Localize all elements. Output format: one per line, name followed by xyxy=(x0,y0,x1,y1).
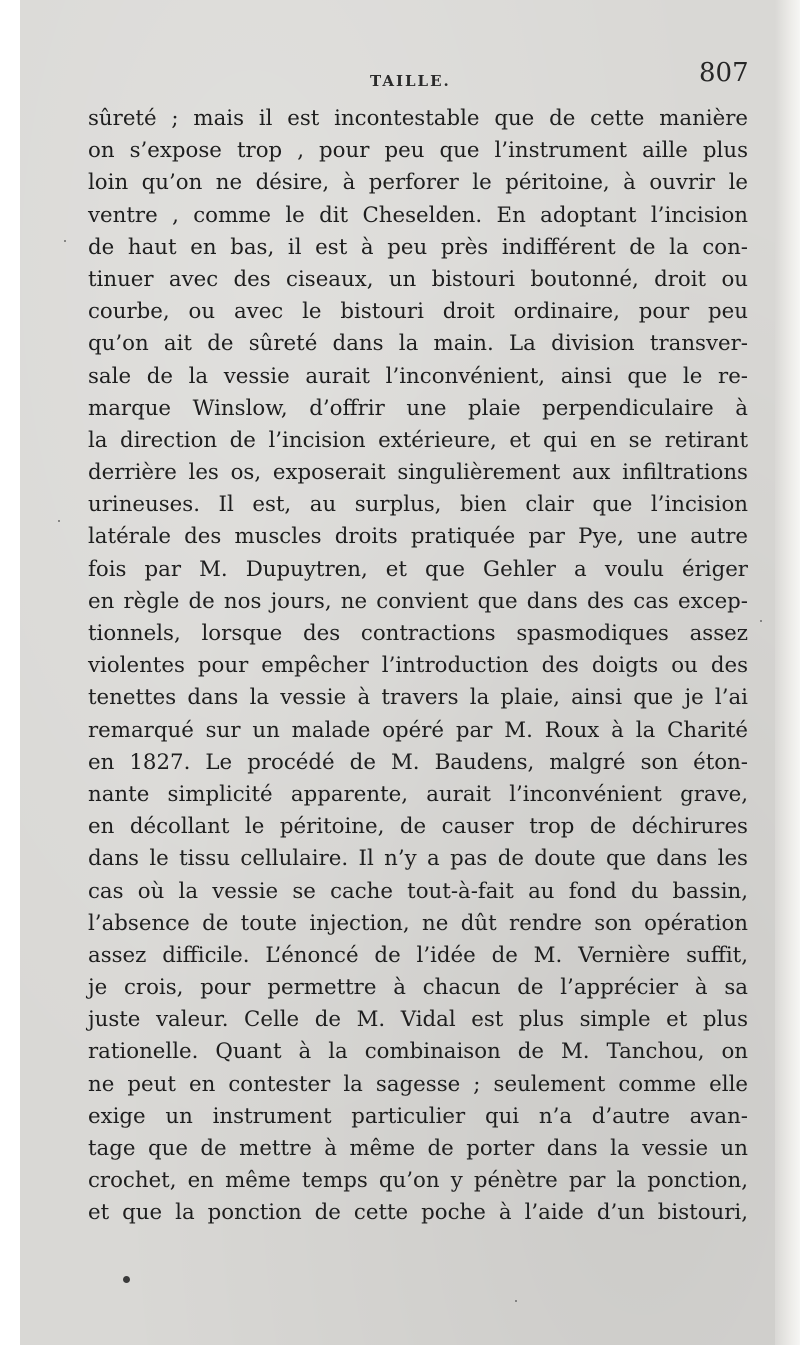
text-line: derrière les os, exposerait singulièrement aux infiltrations xyxy=(88,460,748,486)
text-line: l’absence de toute injection, ne dût rendre son opération xyxy=(88,910,748,936)
body-text xyxy=(88,103,748,1230)
text-line: de haut en bas, il est à peu près indifférent de la con- xyxy=(88,234,748,260)
text-line: tionnels, lorsque des contractions spasmodiques assez xyxy=(88,621,748,646)
page-edge xyxy=(775,0,800,1345)
text-line: rationelle. Quant à la combinaison de M. Tanchou, on xyxy=(88,1039,748,1065)
text-line: on s’expose trop , pour peu que l’instrument aille plus xyxy=(88,138,748,164)
text-line: urineuses. Il est, au surplus, bien clair que l’incision xyxy=(88,492,748,518)
text-line: tinuer avec des ciseaux, un bistouri boutonné, droit ou xyxy=(88,266,748,292)
paper-speck xyxy=(64,240,66,242)
text-line: violentes pour empêcher l’introduction des doigts ou des xyxy=(88,653,748,679)
text-line: la direction de l’incision extérieure, et qui en se retirant xyxy=(88,427,748,453)
text-line: ne peut en contester la sagesse ; seulement comme elle xyxy=(88,1071,748,1097)
text-line: crochet, en même temps qu’on y pénètre par la ponction, xyxy=(88,1168,748,1194)
text-line: courbe, ou avec le bistouri droit ordinaire, pour peu xyxy=(88,299,748,325)
text-line: dans le tissu cellulaire. Il n’y a pas de doute que dans les xyxy=(88,846,748,872)
text-line: juste valeur. Celle de M. Vidal est plus simple et plus xyxy=(88,1007,748,1033)
text-line: en 1827. Le procédé de M. Baudens, malgré son éton- xyxy=(88,749,748,775)
text-line: loin qu’on ne désire, à perforer le péritoine, à ouvrir le xyxy=(88,170,748,196)
page-number: 807 xyxy=(699,58,749,88)
paper-speck xyxy=(760,620,762,622)
text-line: ventre , comme le dit Cheselden. En adoptant l’incision xyxy=(88,202,748,228)
text-line: et que la ponction de cette poche à l’aide d’un bistouri, xyxy=(88,1200,748,1226)
text-line: tenettes dans la vessie à travers la plaie, ainsi que je l’ai xyxy=(88,685,748,711)
text-line: je crois, pour permettre à chacun de l’apprécier à sa xyxy=(88,975,748,1001)
text-line: marque Winslow, d’offrir une plaie perpendiculaire à xyxy=(88,395,748,421)
text-line: qu’on ait de sûreté dans la main. La division transver- xyxy=(88,331,748,357)
ink-spot xyxy=(123,1276,130,1283)
text-line: assez difficile. L’énoncé de l’idée de M. Vernière suffit, xyxy=(88,942,748,968)
running-title: TAILLE. xyxy=(370,72,451,90)
text-line: sale de la vessie aurait l’inconvénient, ainsi que le re- xyxy=(88,363,748,389)
text-line: en règle de nos jours, ne convient que dans des cas excep- xyxy=(88,588,748,614)
text-line: fois par M. Dupuytren, et que Gehler a voulu ériger xyxy=(88,556,748,582)
text-line: nante simplicité apparente, aurait l’inconvénient grave, xyxy=(88,781,748,807)
text-line: cas où la vessie se cache tout-à-fait au fond du bassin, xyxy=(88,878,748,904)
text-line: sûreté ; mais il est incontestable que de cette manière xyxy=(88,106,748,131)
text-line: en décollant le péritoine, de causer trop de déchirures xyxy=(88,814,748,840)
paper-speck xyxy=(58,520,60,522)
paper-speck xyxy=(515,1300,517,1302)
text-line: remarqué sur un malade opéré par M. Roux à la Charité xyxy=(88,717,748,743)
text-line: exige un instrument particulier qui n’a d’autre avan- xyxy=(88,1103,748,1129)
text-line: tage que de mettre à même de porter dans la vessie un xyxy=(88,1136,748,1161)
text-line: latérale des muscles droits pratiquée par Pye, une autre xyxy=(88,524,748,550)
